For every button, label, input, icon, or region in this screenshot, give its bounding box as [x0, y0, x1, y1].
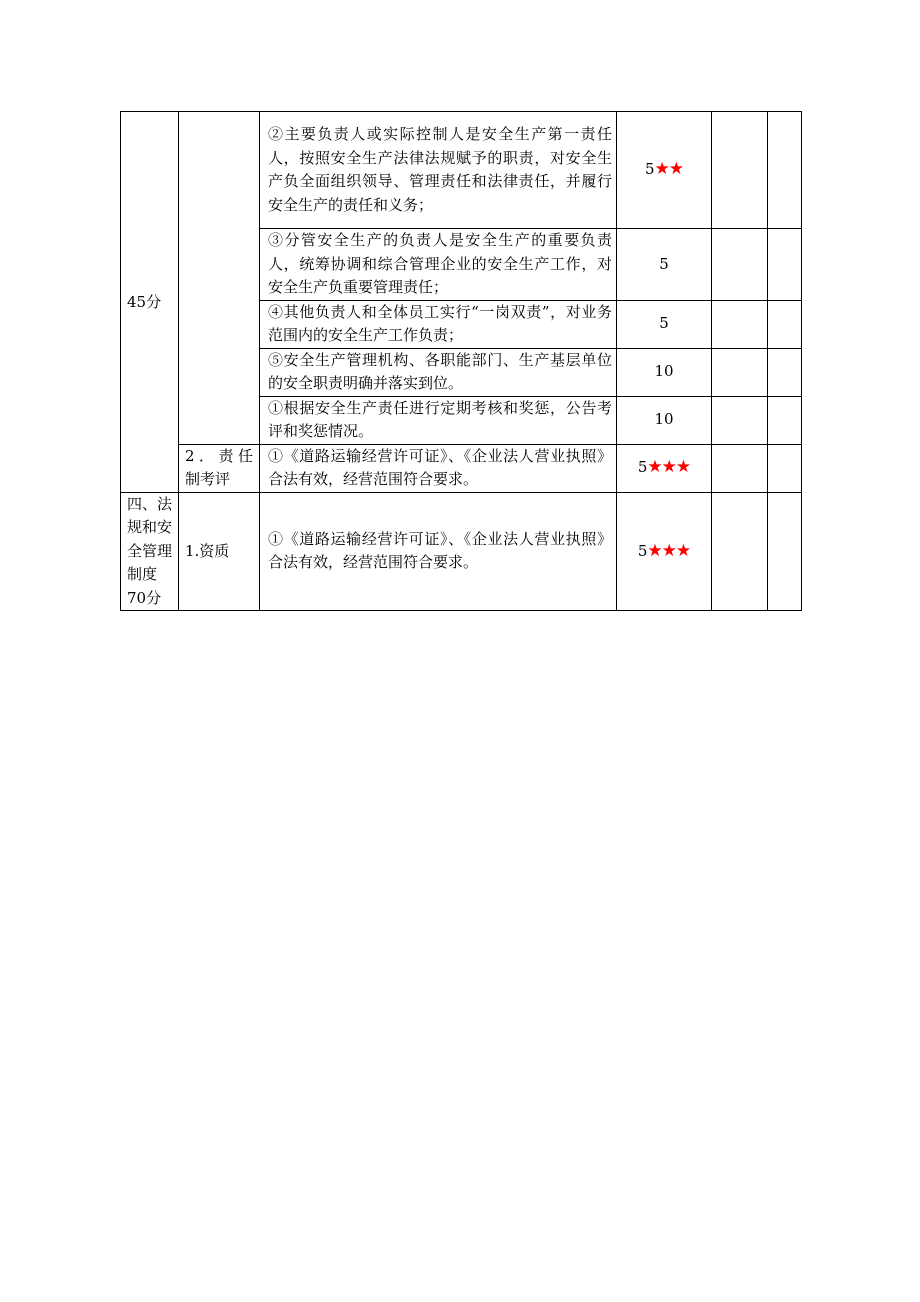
item-cell-qualification: 1.资质: [179, 492, 260, 611]
star-icon: ★★★: [647, 457, 691, 478]
score-cell: [617, 112, 712, 229]
score-cell: [617, 444, 712, 492]
score-value: 5: [644, 160, 655, 179]
score-cell: [617, 229, 712, 301]
score-value: 10: [654, 362, 674, 381]
score-cell: [617, 300, 712, 348]
table-row: [121, 444, 802, 492]
blank-cell: [768, 300, 802, 348]
star-icon: ★★: [654, 159, 684, 180]
score-cell: [617, 396, 712, 444]
score-value: 5: [637, 458, 648, 477]
score-cell: [617, 492, 712, 611]
score-value: 5: [637, 541, 648, 560]
score-cell: [617, 348, 712, 396]
star-icon: ★★★: [647, 540, 691, 561]
requirement-cell: ④其他负责人和全体员工实行“一岗双责”，对业务范围内的安全生产工作负责；: [260, 300, 617, 348]
blank-cell: [712, 396, 768, 444]
blank-cell: [712, 444, 768, 492]
item-cell-resp-eval: 2．责任制考评: [179, 444, 260, 492]
blank-cell: [768, 112, 802, 229]
blank-cell: [712, 229, 768, 301]
blank-cell: [768, 396, 802, 444]
requirement-cell: ①根据安全生产责任进行定期考核和奖惩，公告考评和奖惩情况。: [260, 396, 617, 444]
blank-cell: [712, 300, 768, 348]
blank-cell: [712, 112, 768, 229]
blank-cell: [768, 229, 802, 301]
score-value: 5: [659, 314, 669, 333]
item-cell-empty: [179, 112, 260, 445]
table-row: [121, 112, 802, 229]
blank-cell: [768, 492, 802, 611]
blank-cell: [768, 348, 802, 396]
requirement-cell: ①《道路运输经营许可证》、《企业法人营业执照》合法有效，经营范围符合要求。: [260, 492, 617, 611]
blank-cell: [712, 348, 768, 396]
requirement-cell: ②主要负责人或实际控制人是安全生产第一责任人，按照安全生产法律法规赋予的职责，对安全生产负全面组织领导、管理责任和法律责任，并履行安全生产的责任和义务；: [260, 112, 617, 229]
blank-cell: [712, 492, 768, 611]
table-row: [121, 492, 802, 611]
assessment-table: [120, 111, 802, 611]
requirement-cell: ①《道路运输经营许可证》、《企业法人营业执照》合法有效，经营范围符合要求。: [260, 444, 617, 492]
score-value: 5: [659, 254, 669, 273]
category-cell-prev: 45分: [121, 112, 179, 493]
requirement-cell: ③分管安全生产的负责人是安全生产的重要负责人，统筹协调和综合管理企业的安全生产工作，对安全生产负重要管理责任；: [260, 229, 617, 301]
blank-cell: [768, 444, 802, 492]
category-cell-four: 四、法规和安全管理制度70分: [121, 492, 179, 611]
score-value: 10: [654, 410, 674, 429]
requirement-cell: ⑤安全生产管理机构、各职能部门、生产基层单位的安全职责明确并落实到位。: [260, 348, 617, 396]
